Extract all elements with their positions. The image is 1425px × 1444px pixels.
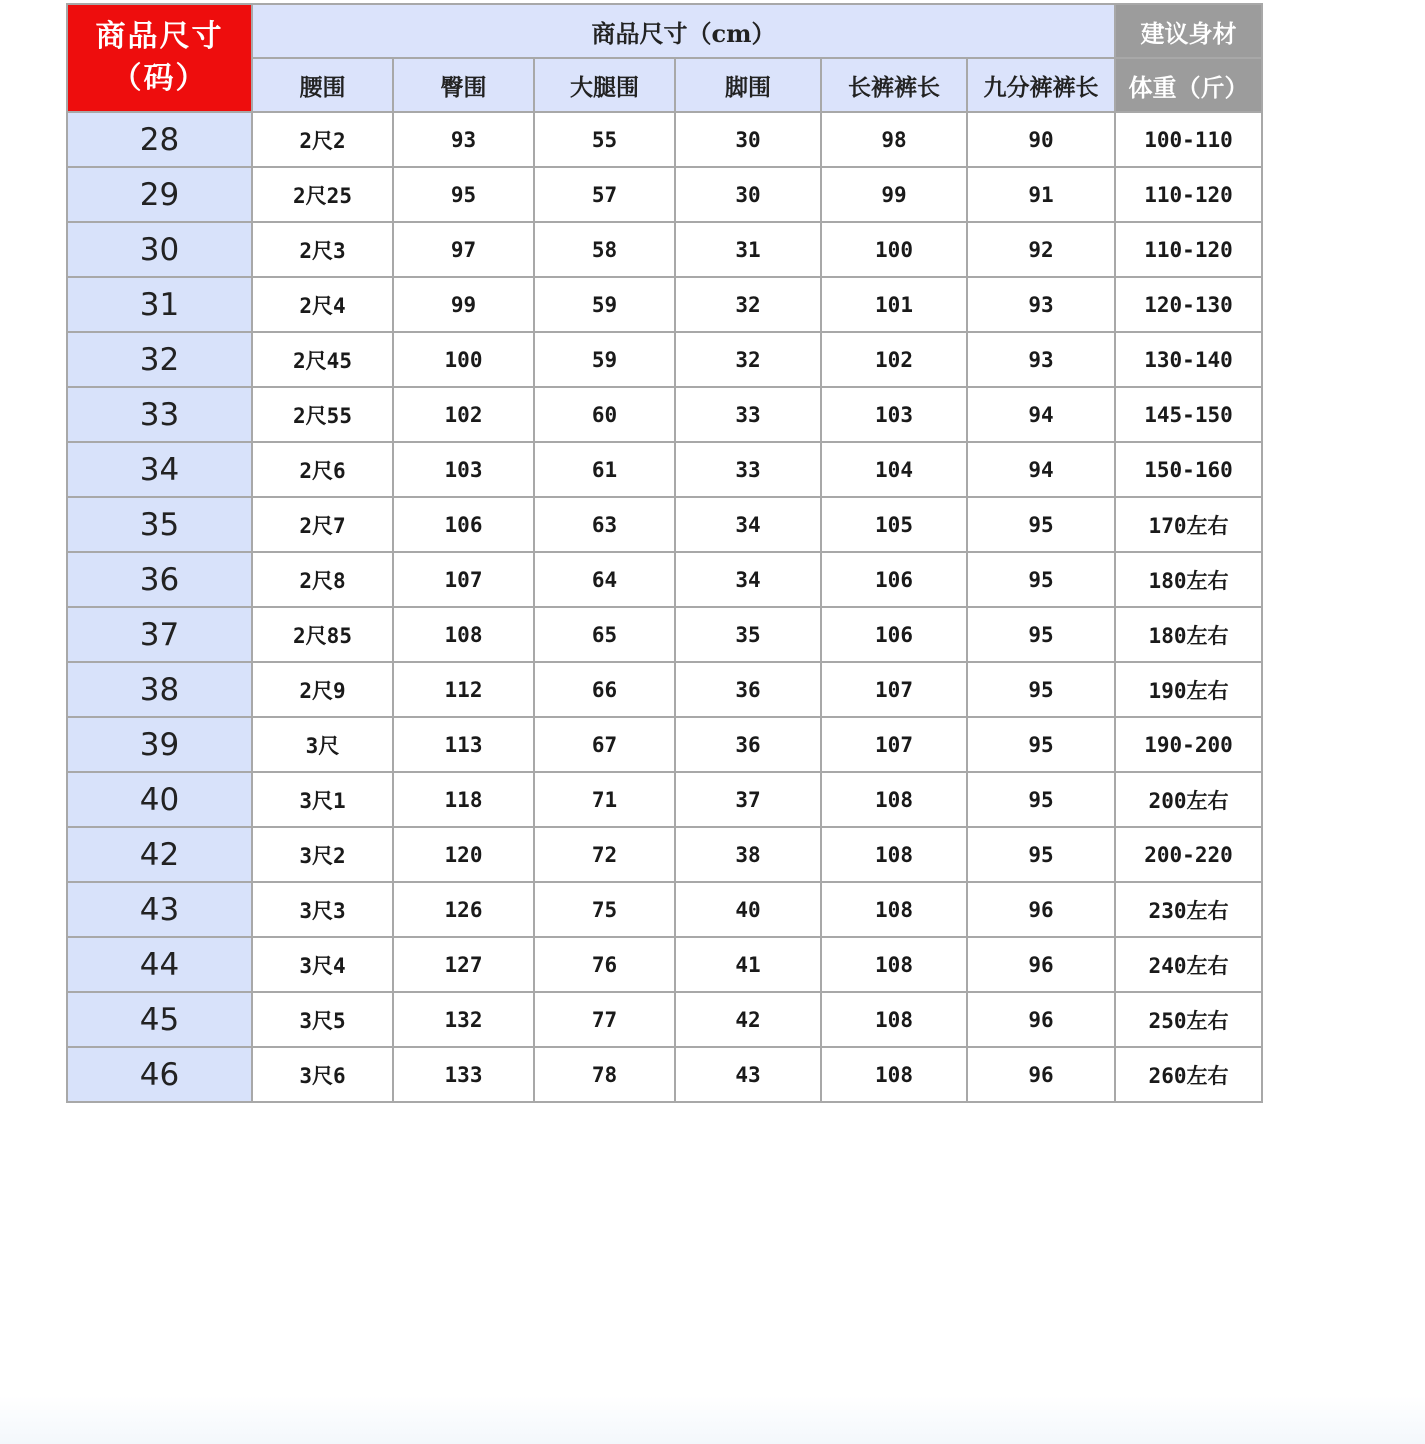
cropped-length-cell: 95 bbox=[967, 552, 1115, 607]
long-length-cell: 100 bbox=[821, 222, 967, 277]
col-header-waist: 腰围 bbox=[252, 58, 393, 112]
weight-cell: 200左右 bbox=[1115, 772, 1262, 827]
size-cell: 42 bbox=[67, 827, 252, 882]
thigh-cell: 63 bbox=[534, 497, 675, 552]
long-length-cell: 102 bbox=[821, 332, 967, 387]
hip-cell: 113 bbox=[393, 717, 534, 772]
weight-cell: 100-110 bbox=[1115, 112, 1262, 167]
cropped-length-cell: 93 bbox=[967, 277, 1115, 332]
measurements-group-header: 商品尺寸（cm） bbox=[252, 4, 1115, 58]
size-code-header bbox=[67, 4, 252, 112]
weight-cell: 260左右 bbox=[1115, 1047, 1262, 1102]
leg-opening-cell: 33 bbox=[675, 442, 821, 497]
table-row bbox=[67, 332, 1262, 387]
recommend-header: 建议身材 bbox=[1115, 4, 1262, 58]
thigh-cell: 78 bbox=[534, 1047, 675, 1102]
table-row bbox=[67, 442, 1262, 497]
waist-cell: 2尺2 bbox=[252, 112, 393, 167]
size-cell: 43 bbox=[67, 882, 252, 937]
waist-cell: 2尺85 bbox=[252, 607, 393, 662]
weight-cell: 180左右 bbox=[1115, 552, 1262, 607]
cropped-length-cell: 94 bbox=[967, 387, 1115, 442]
thigh-cell: 71 bbox=[534, 772, 675, 827]
size-cell: 39 bbox=[67, 717, 252, 772]
thigh-cell: 57 bbox=[534, 167, 675, 222]
thigh-cell: 65 bbox=[534, 607, 675, 662]
waist-cell: 3尺1 bbox=[252, 772, 393, 827]
hip-cell: 107 bbox=[393, 552, 534, 607]
table-row bbox=[67, 717, 1262, 772]
weight-cell: 200-220 bbox=[1115, 827, 1262, 882]
thigh-cell: 55 bbox=[534, 112, 675, 167]
col-header-leg-opening: 脚围 bbox=[675, 58, 821, 112]
table-row bbox=[67, 882, 1262, 937]
leg-opening-cell: 43 bbox=[675, 1047, 821, 1102]
size-cell: 31 bbox=[67, 277, 252, 332]
cropped-length-cell: 95 bbox=[967, 717, 1115, 772]
cropped-length-cell: 96 bbox=[967, 937, 1115, 992]
cropped-length-cell: 91 bbox=[967, 167, 1115, 222]
thigh-cell: 77 bbox=[534, 992, 675, 1047]
size-cell: 35 bbox=[67, 497, 252, 552]
waist-cell: 3尺6 bbox=[252, 1047, 393, 1102]
cropped-length-cell: 96 bbox=[967, 1047, 1115, 1102]
weight-header: 体重（斤） bbox=[1115, 58, 1262, 112]
table-row bbox=[67, 387, 1262, 442]
cropped-length-cell: 95 bbox=[967, 827, 1115, 882]
table-row bbox=[67, 772, 1262, 827]
cropped-length-cell: 96 bbox=[967, 992, 1115, 1047]
size-code-header-line2: （码） bbox=[111, 61, 208, 96]
header-row-1 bbox=[67, 4, 1262, 58]
cropped-length-cell: 93 bbox=[967, 332, 1115, 387]
waist-cell: 2尺6 bbox=[252, 442, 393, 497]
weight-cell: 230左右 bbox=[1115, 882, 1262, 937]
leg-opening-cell: 41 bbox=[675, 937, 821, 992]
thigh-cell: 59 bbox=[534, 332, 675, 387]
thigh-cell: 67 bbox=[534, 717, 675, 772]
waist-cell: 2尺4 bbox=[252, 277, 393, 332]
table-row bbox=[67, 222, 1262, 277]
hip-cell: 102 bbox=[393, 387, 534, 442]
thigh-cell: 76 bbox=[534, 937, 675, 992]
hip-cell: 97 bbox=[393, 222, 534, 277]
long-length-cell: 107 bbox=[821, 717, 967, 772]
weight-cell: 250左右 bbox=[1115, 992, 1262, 1047]
long-length-cell: 101 bbox=[821, 277, 967, 332]
waist-cell: 3尺 bbox=[252, 717, 393, 772]
weight-cell: 110-120 bbox=[1115, 222, 1262, 277]
weight-cell: 110-120 bbox=[1115, 167, 1262, 222]
leg-opening-cell: 37 bbox=[675, 772, 821, 827]
waist-cell: 3尺5 bbox=[252, 992, 393, 1047]
long-length-cell: 108 bbox=[821, 1047, 967, 1102]
thigh-cell: 64 bbox=[534, 552, 675, 607]
bottom-fade bbox=[0, 1396, 1425, 1444]
long-length-cell: 108 bbox=[821, 772, 967, 827]
size-cell: 44 bbox=[67, 937, 252, 992]
table-row bbox=[67, 827, 1262, 882]
col-header-hip: 臀围 bbox=[393, 58, 534, 112]
weight-cell: 190-200 bbox=[1115, 717, 1262, 772]
weight-cell: 190左右 bbox=[1115, 662, 1262, 717]
size-cell: 37 bbox=[67, 607, 252, 662]
waist-cell: 2尺45 bbox=[252, 332, 393, 387]
cropped-length-cell: 95 bbox=[967, 772, 1115, 827]
waist-cell: 2尺9 bbox=[252, 662, 393, 717]
table-row bbox=[67, 552, 1262, 607]
long-length-cell: 108 bbox=[821, 827, 967, 882]
long-length-cell: 108 bbox=[821, 882, 967, 937]
hip-cell: 100 bbox=[393, 332, 534, 387]
waist-cell: 2尺55 bbox=[252, 387, 393, 442]
hip-cell: 126 bbox=[393, 882, 534, 937]
weight-cell: 130-140 bbox=[1115, 332, 1262, 387]
leg-opening-cell: 36 bbox=[675, 717, 821, 772]
table-row bbox=[67, 112, 1262, 167]
thigh-cell: 72 bbox=[534, 827, 675, 882]
col-header-thigh: 大腿围 bbox=[534, 58, 675, 112]
hip-cell: 112 bbox=[393, 662, 534, 717]
cropped-length-cell: 94 bbox=[967, 442, 1115, 497]
size-chart-table bbox=[66, 3, 1263, 1103]
leg-opening-cell: 35 bbox=[675, 607, 821, 662]
table-row bbox=[67, 277, 1262, 332]
leg-opening-cell: 42 bbox=[675, 992, 821, 1047]
thigh-cell: 59 bbox=[534, 277, 675, 332]
hip-cell: 93 bbox=[393, 112, 534, 167]
size-cell: 40 bbox=[67, 772, 252, 827]
weight-cell: 145-150 bbox=[1115, 387, 1262, 442]
hip-cell: 118 bbox=[393, 772, 534, 827]
leg-opening-cell: 30 bbox=[675, 167, 821, 222]
leg-opening-cell: 34 bbox=[675, 552, 821, 607]
hip-cell: 106 bbox=[393, 497, 534, 552]
cropped-length-cell: 95 bbox=[967, 497, 1115, 552]
hip-cell: 133 bbox=[393, 1047, 534, 1102]
hip-cell: 103 bbox=[393, 442, 534, 497]
waist-cell: 2尺25 bbox=[252, 167, 393, 222]
table-row bbox=[67, 1047, 1262, 1102]
hip-cell: 120 bbox=[393, 827, 534, 882]
long-length-cell: 105 bbox=[821, 497, 967, 552]
table-row bbox=[67, 992, 1262, 1047]
weight-cell: 240左右 bbox=[1115, 937, 1262, 992]
table-row bbox=[67, 937, 1262, 992]
size-cell: 34 bbox=[67, 442, 252, 497]
size-chart-body bbox=[67, 112, 1262, 1102]
long-length-cell: 99 bbox=[821, 167, 967, 222]
table-row bbox=[67, 167, 1262, 222]
col-header-cropped-length: 九分裤裤长 bbox=[967, 58, 1115, 112]
waist-cell: 3尺4 bbox=[252, 937, 393, 992]
thigh-cell: 61 bbox=[534, 442, 675, 497]
waist-cell: 2尺3 bbox=[252, 222, 393, 277]
size-cell: 32 bbox=[67, 332, 252, 387]
long-length-cell: 108 bbox=[821, 937, 967, 992]
table-row bbox=[67, 607, 1262, 662]
long-length-cell: 108 bbox=[821, 992, 967, 1047]
hip-cell: 99 bbox=[393, 277, 534, 332]
waist-cell: 2尺7 bbox=[252, 497, 393, 552]
cropped-length-cell: 95 bbox=[967, 607, 1115, 662]
hip-cell: 95 bbox=[393, 167, 534, 222]
size-cell: 29 bbox=[67, 167, 252, 222]
size-code-header-line1: 商品尺寸 bbox=[95, 19, 224, 54]
weight-cell: 170左右 bbox=[1115, 497, 1262, 552]
size-cell: 36 bbox=[67, 552, 252, 607]
table-row bbox=[67, 662, 1262, 717]
long-length-cell: 106 bbox=[821, 552, 967, 607]
thigh-cell: 66 bbox=[534, 662, 675, 717]
size-cell: 45 bbox=[67, 992, 252, 1047]
waist-cell: 3尺3 bbox=[252, 882, 393, 937]
weight-cell: 120-130 bbox=[1115, 277, 1262, 332]
long-length-cell: 106 bbox=[821, 607, 967, 662]
cropped-length-cell: 92 bbox=[967, 222, 1115, 277]
cropped-length-cell: 95 bbox=[967, 662, 1115, 717]
weight-cell: 150-160 bbox=[1115, 442, 1262, 497]
waist-cell: 3尺2 bbox=[252, 827, 393, 882]
size-cell: 38 bbox=[67, 662, 252, 717]
size-cell: 30 bbox=[67, 222, 252, 277]
long-length-cell: 98 bbox=[821, 112, 967, 167]
col-header-long-length: 长裤裤长 bbox=[821, 58, 967, 112]
cropped-length-cell: 90 bbox=[967, 112, 1115, 167]
leg-opening-cell: 34 bbox=[675, 497, 821, 552]
leg-opening-cell: 38 bbox=[675, 827, 821, 882]
leg-opening-cell: 32 bbox=[675, 332, 821, 387]
leg-opening-cell: 30 bbox=[675, 112, 821, 167]
cropped-length-cell: 96 bbox=[967, 882, 1115, 937]
leg-opening-cell: 36 bbox=[675, 662, 821, 717]
thigh-cell: 60 bbox=[534, 387, 675, 442]
leg-opening-cell: 32 bbox=[675, 277, 821, 332]
hip-cell: 108 bbox=[393, 607, 534, 662]
long-length-cell: 104 bbox=[821, 442, 967, 497]
table-row bbox=[67, 497, 1262, 552]
long-length-cell: 107 bbox=[821, 662, 967, 717]
leg-opening-cell: 33 bbox=[675, 387, 821, 442]
leg-opening-cell: 31 bbox=[675, 222, 821, 277]
thigh-cell: 58 bbox=[534, 222, 675, 277]
size-cell: 28 bbox=[67, 112, 252, 167]
size-cell: 33 bbox=[67, 387, 252, 442]
size-cell: 46 bbox=[67, 1047, 252, 1102]
thigh-cell: 75 bbox=[534, 882, 675, 937]
hip-cell: 132 bbox=[393, 992, 534, 1047]
long-length-cell: 103 bbox=[821, 387, 967, 442]
leg-opening-cell: 40 bbox=[675, 882, 821, 937]
hip-cell: 127 bbox=[393, 937, 534, 992]
waist-cell: 2尺8 bbox=[252, 552, 393, 607]
weight-cell: 180左右 bbox=[1115, 607, 1262, 662]
